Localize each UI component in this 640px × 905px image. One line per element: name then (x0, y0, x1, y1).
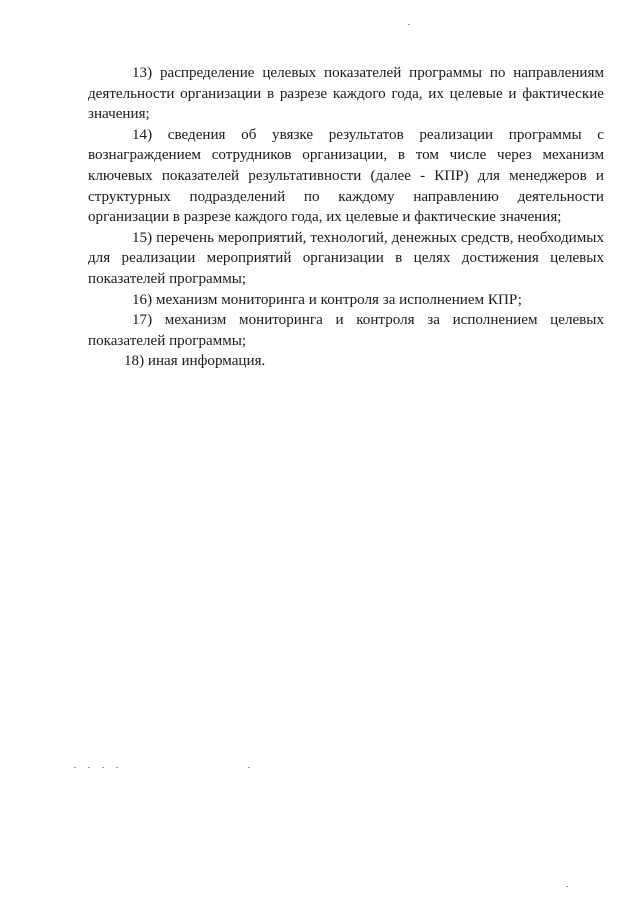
list-item-15: 15) перечень мероприятий, технологий, денежных средств, необходимых для реализации мероприятий организации в целях достижения целевых показателей программы; (88, 229, 604, 287)
list-item-14: 14) сведения об увязке результатов реализации программы с вознаграждением сотрудников организации, в том числе через механизм ключевых показателей результативности (далее - КПР) для менеджеров и структурных подразделений по каждому направлению деятельности организации в разрезе каждого года, их целевые и фактические значения; (88, 126, 604, 226)
list-item-17: 17) механизм мониторинга и контроля за исполнением целевых показателей программы; (88, 312, 604, 349)
scan-speck (408, 24, 410, 25)
list-item-18: 18) иная информация. (124, 353, 266, 370)
scan-speck (88, 767, 90, 768)
list-item-13: 13) распределение целевых показателей программы по направлениям деятельности организации в разрезе каждого года, их целевые и фактические значения; (88, 65, 604, 123)
scan-speck (116, 767, 118, 768)
list-item-16: 16) механизм мониторинга и контроля за исполнением КПР; (132, 291, 522, 308)
document-body (88, 63, 604, 372)
scan-speck (74, 767, 76, 768)
scan-speck (102, 767, 104, 768)
scan-speck (248, 767, 250, 768)
scan-speck (566, 886, 568, 887)
